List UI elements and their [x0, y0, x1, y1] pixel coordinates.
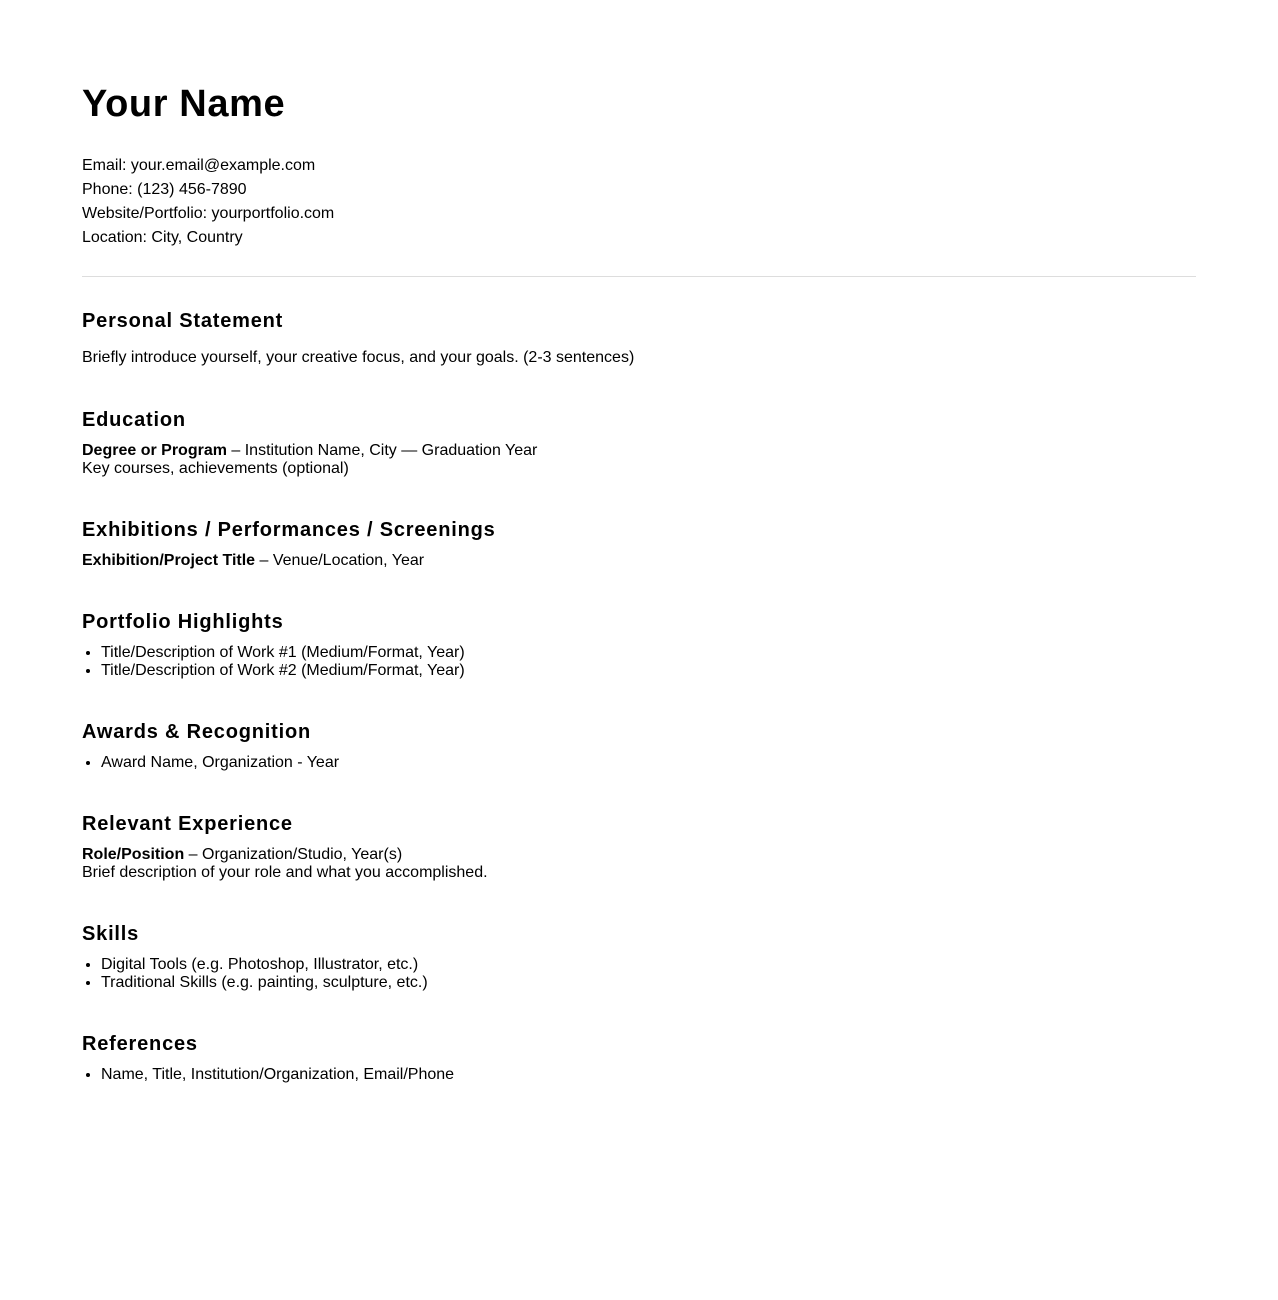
- section-heading: Personal Statement: [82, 310, 284, 332]
- exhibition-entry: [82, 552, 1196, 570]
- exhibition-venue: – Venue/Location, Year: [255, 552, 425, 569]
- section-skills: [82, 922, 1196, 992]
- section-heading: Exhibitions / Performances / Screenings: [82, 519, 496, 541]
- contact-website: Website/Portfolio: yourportfolio.com: [82, 205, 335, 222]
- section-references: [82, 1032, 1196, 1084]
- list-item: • Award Name, Organization - Year: [101, 754, 1196, 772]
- role-title: Role/Position: [82, 846, 185, 863]
- list-item: • Digital Tools (e.g. Photoshop, Illustrator, etc.): [101, 956, 1196, 974]
- list-item: • Title/Description of Work #2 (Medium/Format, Year): [101, 662, 1196, 680]
- list-item: • Traditional Skills (e.g. painting, sculpture, etc.): [101, 974, 1196, 992]
- experience-entry-line: [82, 846, 1196, 864]
- resume-page: [82, 0, 1196, 1084]
- section-personal-statement: [82, 309, 1196, 367]
- section-heading: Awards & Recognition: [82, 721, 311, 743]
- experience-entry: [82, 846, 1196, 882]
- degree-name: Degree or Program: [82, 442, 227, 459]
- section-heading: Relevant Experience: [82, 813, 293, 835]
- section-heading: References: [82, 1033, 198, 1055]
- personal-statement-text: Briefly introduce yourself, your creative focus, and your goals. (2-3 sentences): [82, 349, 635, 366]
- awards-list: [82, 754, 1196, 772]
- portfolio-list: [82, 644, 1196, 680]
- education-entry: [82, 442, 1196, 478]
- education-detail: Key courses, achievements (optional): [82, 460, 349, 477]
- section-exhibitions: [82, 518, 1196, 570]
- references-list: [82, 1066, 1196, 1084]
- resume-header: [82, 80, 1196, 250]
- contact-location: Location: City, Country: [82, 229, 243, 246]
- contact-email: Email: your.email@example.com: [82, 157, 316, 174]
- section-awards: [82, 720, 1196, 772]
- section-portfolio-highlights: [82, 610, 1196, 680]
- institution-details: – Institution Name, City — Graduation Year: [226, 442, 538, 459]
- education-entry-line: [82, 442, 1196, 460]
- contact-info: [82, 154, 1196, 250]
- list-item: • Title/Description of Work #1 (Medium/Format, Year): [101, 644, 1196, 662]
- experience-description: Brief description of your role and what you accomplished.: [82, 864, 488, 881]
- section-relevant-experience: [82, 812, 1196, 882]
- resume-name: Your Name: [82, 83, 286, 125]
- section-heading: Portfolio Highlights: [82, 611, 284, 633]
- section-heading: Skills: [82, 923, 140, 945]
- section-heading: Education: [82, 409, 186, 431]
- contact-phone: Phone: (123) 456-7890: [82, 181, 247, 198]
- skills-list: [82, 956, 1196, 992]
- organization-details: – Organization/Studio, Year(s): [184, 846, 403, 863]
- section-education: [82, 408, 1196, 478]
- exhibition-entry-line: [82, 552, 1196, 570]
- exhibition-title: Exhibition/Project Title: [82, 552, 256, 569]
- list-item: • Name, Title, Institution/Organization, Email/Phone: [101, 1066, 1196, 1084]
- header-divider: [82, 276, 1196, 277]
